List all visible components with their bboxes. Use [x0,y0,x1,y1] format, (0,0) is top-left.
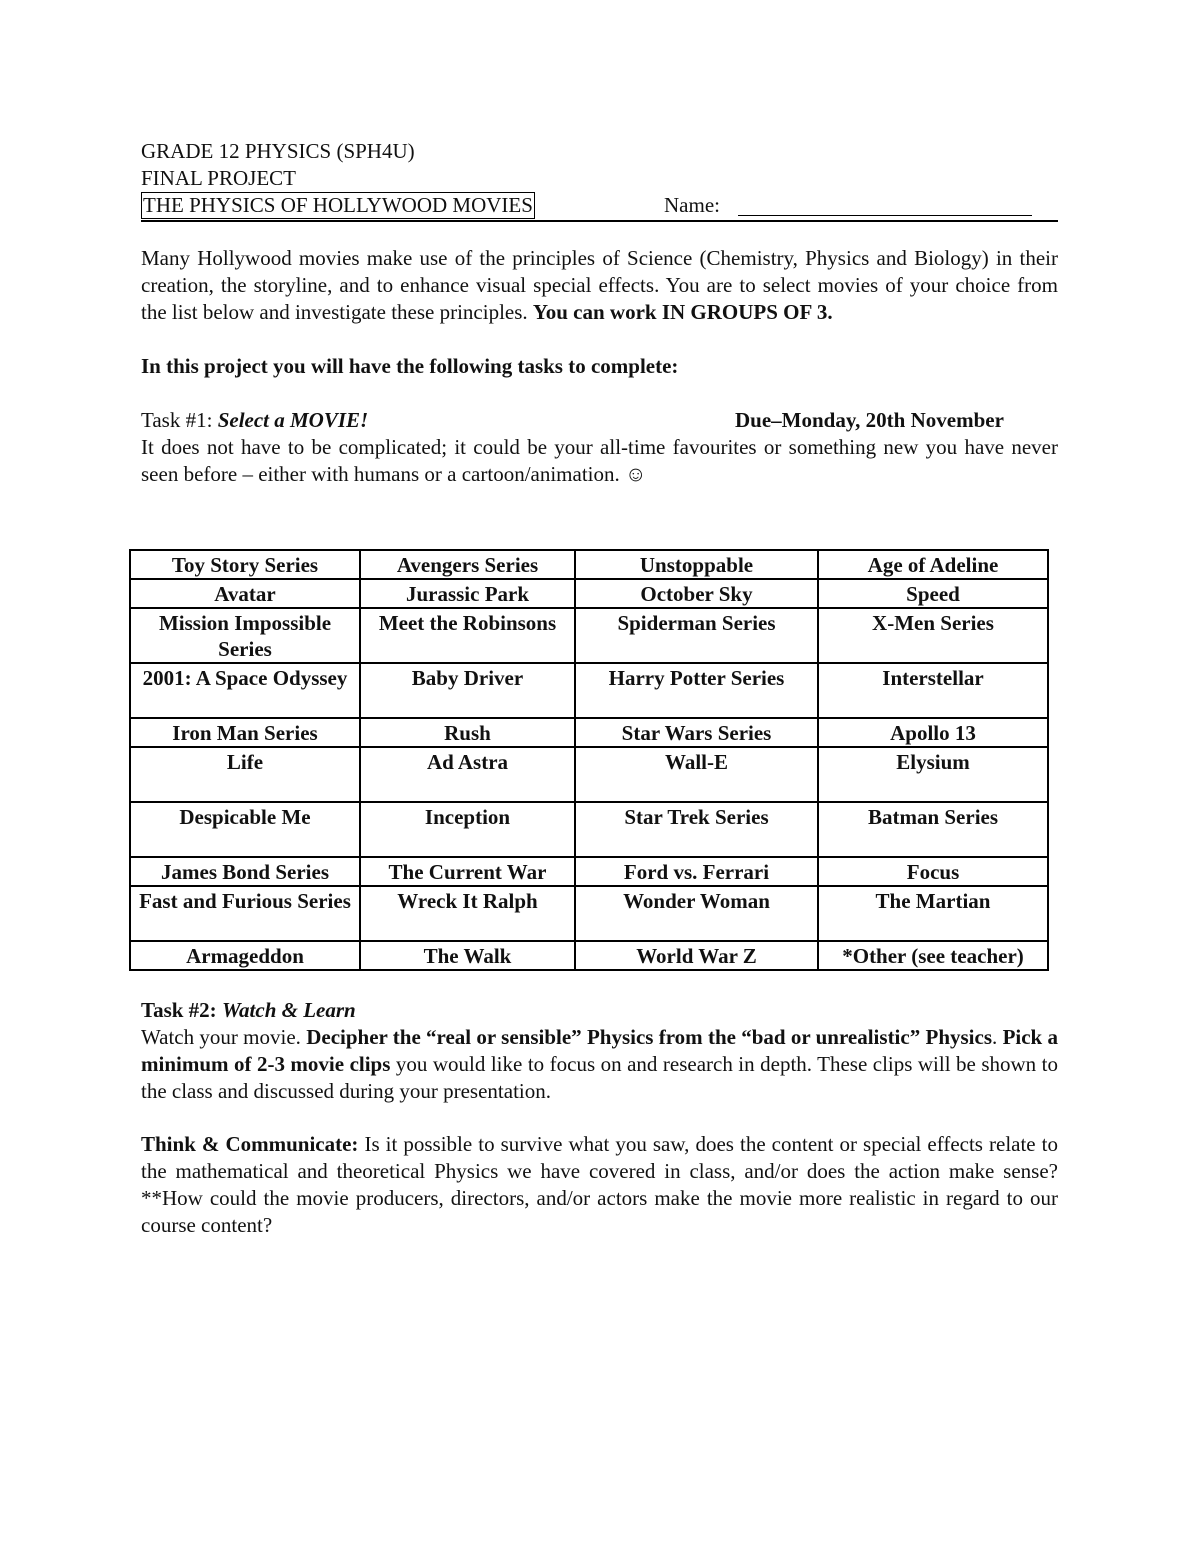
movie-cell: Fast and Furious Series [130,886,360,941]
task1-heading [141,407,1058,434]
task1-label: Task #1: [141,408,213,432]
movie-cell: Avatar [130,579,360,608]
movie-cell: Avengers Series [360,550,575,579]
table-row [130,886,1048,941]
movie-cell: Rush [360,718,575,747]
task1-name: Select a MOVIE! [217,408,369,432]
movie-cell: Meet the Robinsons [360,608,575,663]
table-row [130,579,1048,608]
movie-cell: Baby Driver [360,663,575,718]
course-heading: GRADE 12 PHYSICS (SPH4U) [141,139,415,163]
table-row [130,857,1048,886]
name-field-line[interactable] [738,215,1032,216]
movie-cell: Mission Impossible Series [130,608,360,663]
movie-cell: October Sky [575,579,818,608]
movie-cell: Age of Adeline [818,550,1048,579]
document-page [141,138,1058,488]
table-row [130,608,1048,663]
movie-cell: Focus [818,857,1048,886]
name-label: Name: [664,193,720,217]
movie-cell: Elysium [818,747,1048,802]
movie-cell: Star Wars Series [575,718,818,747]
movie-cell: X-Men Series [818,608,1048,663]
table-row [130,663,1048,718]
table-row [130,802,1048,857]
task2-label: Task #2: [141,998,217,1022]
movie-cell: The Martian [818,886,1048,941]
header-rule [141,220,1058,222]
tasks-intro: In this project you will have the following tasks to complete: [141,354,679,378]
movie-cell: 2001: A Space Odyssey [130,663,360,718]
task1-due: Due–Monday, 20th November [735,408,1004,432]
task2-bold-2: Pick a minimum of 2-3 movie clips [141,1025,1059,1076]
movie-cell: Armageddon [130,941,360,970]
movie-cell: Interstellar [818,663,1048,718]
task2-heading [141,997,1058,1024]
intro-paragraph [141,245,1058,326]
movie-cell: The Walk [360,941,575,970]
think-text: Is it possible to survive what you saw, does the content or special effects relate to the mathematical and theoretical Physics we have covered in class, and/or does the action make sense? **How could the movie producers, directors, and/or actors make the movie more realistic in regard to our course content? [141,1132,1058,1237]
movie-cell: *Other (see teacher) [818,941,1048,970]
task2-paragraph [141,1024,1058,1105]
movie-cell: The Current War [360,857,575,886]
think-paragraph [141,1131,1058,1239]
movie-cell: Inception [360,802,575,857]
title-row [141,192,1058,219]
movie-cell: Star Trek Series [575,802,818,857]
project-heading: FINAL PROJECT [141,166,296,190]
movie-cell: World War Z [575,941,818,970]
movie-cell: James Bond Series [130,857,360,886]
table-row [130,941,1048,970]
lower-section [141,997,1058,1239]
movie-cell: Harry Potter Series [575,663,818,718]
movie-cell: Despicable Me [130,802,360,857]
movie-cell: Unstoppable [575,550,818,579]
task1-text: It does not have to be complicated; it could be your all-time favourites or something new you have never seen before – either with humans or a cartoon/animation. ☺ [141,435,1058,486]
task2-text-1: Watch your movie. [141,1025,301,1049]
movie-cell: Iron Man Series [130,718,360,747]
task2-name: Watch & Learn [221,998,356,1022]
table-row [130,747,1048,802]
intro-emphasis: You can work IN GROUPS OF 3. [532,300,833,324]
task2-text-2: . [992,1025,998,1049]
movie-cell: Wreck It Ralph [360,886,575,941]
table-row [130,718,1048,747]
movie-cell: Life [130,747,360,802]
task2-bold-1: Decipher the “real or sensible” Physics from the “bad or unrealistic” Physics [306,1025,993,1049]
task2-text-3: you would like to focus on and research in depth. These clips will be shown to the class and discussed during your presentation. [141,1052,1058,1103]
intro-text: Many Hollywood movies make use of the principles of Science (Chemistry, Physics and Biology) in their creation, the storyline, and to enhance visual special effects. You are to select movies of your choice from the list below and investigate these principles. [141,246,1058,324]
movie-cell: Wall-E [575,747,818,802]
movie-cell: Ford vs. Ferrari [575,857,818,886]
movie-cell: Speed [818,579,1048,608]
table-row [130,550,1048,579]
project-title: THE PHYSICS OF HOLLYWOOD MOVIES [143,193,533,217]
movie-cell: Jurassic Park [360,579,575,608]
movie-cell: Spiderman Series [575,608,818,663]
movie-cell: Batman Series [818,802,1048,857]
movie-cell: Apollo 13 [818,718,1048,747]
movie-cell: Wonder Woman [575,886,818,941]
movie-cell: Toy Story Series [130,550,360,579]
think-label: Think & Communicate: [141,1132,359,1156]
movie-cell: Ad Astra [360,747,575,802]
movie-table [129,549,1049,971]
